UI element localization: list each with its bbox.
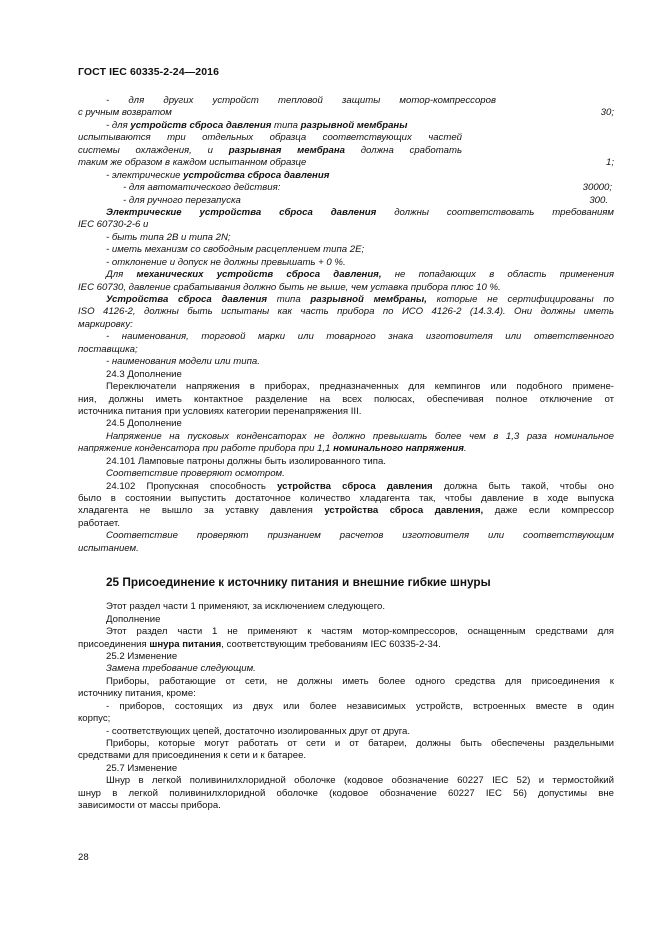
text-span: - для ручного перезапуска xyxy=(123,194,241,206)
text-line: работает. xyxy=(78,517,120,529)
text-line: 24.101 Ламповые патроны должны быть изолированного типа. xyxy=(106,455,386,467)
text-line: - иметь механизм со свободным расцеплением типа 2Е; xyxy=(106,244,365,256)
text-span: разрывная мембрана xyxy=(228,144,345,156)
text-line: - наименования, торговой марки или товарного знака изготовителя или ответственного xyxy=(106,331,614,343)
text-line: Шнур в легкой поливинилхлоридной оболочке (кодовое обозначение 60227 IEC 52) и термостойкий xyxy=(106,775,614,787)
text-span: присоединения xyxy=(78,638,150,650)
text-span: должны соответствовать требованиям xyxy=(376,206,614,218)
text-line xyxy=(78,639,614,651)
text-span: - для xyxy=(106,119,131,131)
text-line: Переключатели напряжения в приборах, предназначенных для кемпингов или подобного примене- xyxy=(106,381,614,393)
text-line: IEC 60730, давление срабатывания должно быть не выше, чем уставка прибора плюс 10 %. xyxy=(78,281,501,293)
text-line xyxy=(78,120,614,132)
text-line: Приборы, которые могут работать от сети и от батареи, должны быть обеспечены раздельными xyxy=(106,738,614,749)
text-line: источника питания при условиях категории перенапряжения III. xyxy=(78,405,362,417)
text-span: 30000; xyxy=(582,182,612,194)
section-heading: 24.5 Дополнение xyxy=(106,418,182,430)
text-line: - приборов, состоящих из двух или более независимых устройств, встроенных вместе в один xyxy=(106,700,614,712)
text-span: механических устройств сброса давления, xyxy=(136,269,382,281)
section-title: 25 Присоединение к источнику питания и внешние гибкие шнуры xyxy=(106,575,491,590)
text-line xyxy=(78,294,614,306)
text-line: испытываются три отдельных образца соответствующих частей xyxy=(78,132,462,144)
text-line: - наименования модели или типа. xyxy=(106,356,260,368)
text-span: не попадающих в область применения xyxy=(381,269,614,281)
text-span: с ручным возвратом xyxy=(78,107,172,119)
text-line: маркировку: xyxy=(78,318,133,330)
spacer xyxy=(78,591,614,601)
text-line: Этот раздел части 1 применяют, за исключением следующего. xyxy=(106,601,386,613)
text-line: шнур в легкой поливинилхлоридной оболочке (кодовое обозначение 60227 IEC 56) допустимы вне xyxy=(78,787,614,799)
text-line: источнику питания, кроме: xyxy=(78,688,196,700)
document-header: ГОСТ IEC 60335-2-24—2016 xyxy=(78,66,220,78)
text-span: разрывной мембраны xyxy=(300,119,408,131)
text-line xyxy=(78,157,614,169)
text-line: было в состоянии выпустить достаточное количество хладагента так, чтобы давление в ходе выпуска xyxy=(78,493,614,504)
document-body xyxy=(78,95,614,813)
text-span: шнура питания xyxy=(149,638,222,650)
text-line: зависимости от массы прибора. xyxy=(78,800,221,812)
text-span: типа xyxy=(267,294,311,305)
text-line: - отклонение и допуск не должны превышать + 0 %. xyxy=(106,256,346,268)
text-line: Соответствие проверяют осмотром. xyxy=(106,468,285,480)
text-line: - быть типа 2В и типа 2N; xyxy=(106,231,231,243)
text-span: Устройства сброса давления xyxy=(106,294,267,305)
text-line: IEC 60730-2-6 и xyxy=(78,219,149,231)
text-line xyxy=(78,505,614,517)
text-line: - для других устройст тепловой защиты мотор-компрессоров xyxy=(106,95,496,106)
text-line xyxy=(78,195,614,207)
spacer xyxy=(78,555,614,573)
text-line: поставщика; xyxy=(78,343,138,355)
text-line: испытанием. xyxy=(78,542,139,554)
text-span: - электрические xyxy=(106,169,184,181)
text-span: Электрические устройства сброса давления xyxy=(106,206,377,218)
text-span: разрывной мембраны, xyxy=(310,294,427,305)
text-line: ISO 4126-2, должны быть испытаны как часть прибора по ИСО 4126-2 (14.3.4). Они должны иметь xyxy=(78,306,614,318)
text-span: таким же образом в каждом испытанном образце xyxy=(78,157,307,169)
text-span: должна быть такой, чтобы оно xyxy=(432,480,614,492)
section-heading: Дополнение xyxy=(106,613,161,625)
text-line: корпус; xyxy=(78,713,111,725)
text-line: средствами для присоединения к сети и к батарее. xyxy=(78,750,307,762)
text-span: даже если компрессор xyxy=(483,505,614,517)
text-span: 1; xyxy=(605,157,614,169)
text-span: напряжение конденсатора при работе прибора при 1,1 xyxy=(78,443,334,455)
text-span: , соответствующим требованиям IEC 60335-2-34. xyxy=(221,638,441,650)
text-span: устройства сброса давления xyxy=(277,480,433,492)
section-heading: 24.3 Дополнение xyxy=(106,368,182,380)
text-line xyxy=(78,170,614,182)
text-line xyxy=(78,443,614,455)
text-line: ния, должны иметь контактное разделение на всех полюсах, обеспечивая полное отключение от xyxy=(78,393,614,405)
text-span: Для xyxy=(106,269,137,281)
text-line: Соответствие проверяют признанием расчетов изготовителя или соответствующим xyxy=(106,530,614,542)
text-span: номинального напряжения xyxy=(333,443,464,455)
text-span: должна сработать xyxy=(344,144,462,156)
text-line: - соответствующих цепей, достаточно изолированных друг от друга. xyxy=(106,725,411,737)
text-line: Напряжение на пусковых конденсаторах не должно превышать более чем в 1,3 раза номинальное xyxy=(106,430,614,442)
text-span: хладагента не вышло за уставку давления xyxy=(78,505,325,517)
text-line xyxy=(78,269,614,281)
text-span: типа xyxy=(271,119,301,131)
text-line xyxy=(78,481,614,493)
page-number: 28 xyxy=(78,852,89,863)
text-span: которые не сертифицированы по xyxy=(426,294,614,305)
text-span: устройств сброса давления xyxy=(130,119,272,131)
text-line: Замена требование следующим. xyxy=(106,663,256,675)
section-heading: 25.7 Изменение xyxy=(106,762,178,774)
text-span: 300. xyxy=(589,194,608,206)
text-line: Приборы, работающие от сети, не должны иметь более одного средства для присоединения к xyxy=(106,675,614,687)
text-line: Этот раздел части 1 не применяют к частям мотор-компрессоров, оснащенным средствами для xyxy=(106,626,614,638)
text-line xyxy=(78,182,614,194)
text-span: - для автоматического действия: xyxy=(123,182,281,194)
text-span: . xyxy=(463,443,467,455)
text-span: 24.102 Пропускная способность xyxy=(106,480,278,492)
text-line xyxy=(78,145,462,157)
text-span: устройства сброса давления, xyxy=(324,505,484,517)
text-span: 30; xyxy=(600,107,614,119)
text-line xyxy=(78,207,614,219)
text-span: системы охлаждения, и xyxy=(78,144,229,156)
text-line xyxy=(78,107,614,119)
text-span: устройства сброса давления xyxy=(183,169,330,181)
section-heading: 25.2 Изменение xyxy=(106,650,178,662)
